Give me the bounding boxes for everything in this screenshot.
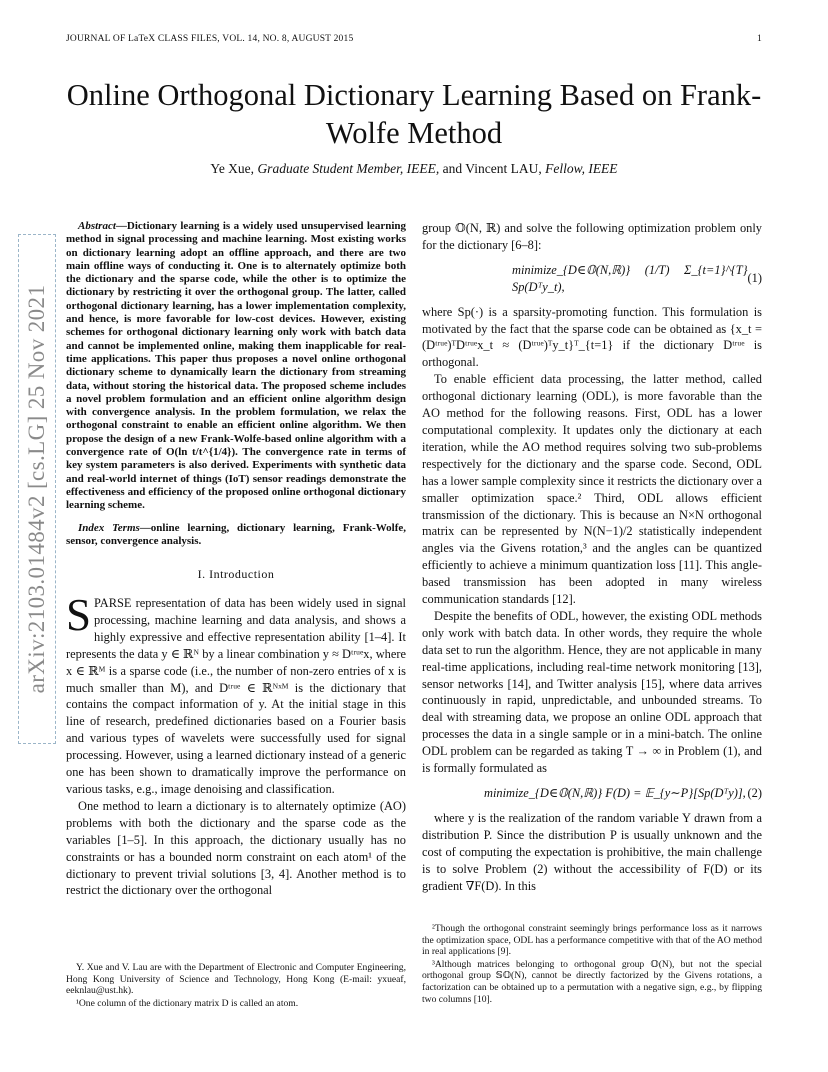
equation-2-body: minimize_{D∈𝕆(N,ℝ)} F(D) = 𝔼_{y∼P}[Sp(Dᵀy)], <box>484 786 746 800</box>
right-paragraph-0: group 𝕆(N, ℝ) and solve the following optimization problem only for the dictionary [6–8]: <box>422 221 762 252</box>
intro-paragraph-1-text: PARSE representation of data has been widely used in signal processing, machine learning and data analysis, and shows a highly expressive and effective representation ability [1–4]. It represents the data y ∈ ℝᴺ by a linear combination y ≈ Dᵗʳᵘᵉx, where x ∈ ℝᴹ is a sparse code (i.e., the number of non-zero entries of x is much smaller than M), and Dᵗʳᵘᵉ ∈ ℝᴺˣᴹ is the dictionary that contains the compact information of y. At the initial stage in this line of research, predefined dictionaries based on a Fourier basis and various types of wavelets were successfully used for signal processing. However, using a learned dictionary instead of a generic one has been shown to dramatically improve the performance on various tasks, e.g., image denoising and classification. <box>66 596 406 796</box>
section-heading-introduction: I. Introduction <box>197 567 275 582</box>
abstract-label: Abstract <box>78 220 116 232</box>
right-paragraph-3: Despite the benefits of ODL, however, the existing ODL methods only work with batch data. In other words, they require the whole data set to run the algorithm. Hence, they are not applicable in many real-time applications, including real-time network monitoring [13], sensor networks [14], and Twitter analysis [15], where data arrives continuously in rapid, unpredictable, and unbounded streams. To deal with streaming data, we propose an online ODL approach that processes the data in a single sample or in a mini-batch. The online ODL problem can be regarded as taking T → ∞ in Problem (1), and is formally formulated as <box>422 608 762 776</box>
arxiv-identifier[interactable]: arXiv:2103.01484v2 [cs.LG] 25 Nov 2021 <box>24 284 49 694</box>
footnote-2: ²Though the orthogonal constraint seemingly brings performance loss as it narrows the optimization space, ODL has a performance competitive with that of the AO method in real applications [9]. <box>422 923 762 958</box>
equation-1-number[interactable]: (1) <box>747 271 762 286</box>
abstract-text: —Dictionary learning is a widely used unsupervised learning method in signal processing and machine learning. Most existing works on dictionary learning adopt an offline approach, and there are two main offline ways of conducting it. One is to alternately optimize both the dictionary and the sparse code, while the other is to optimize the dictionary by restricting it over the orthogonal group. The latter, called orthogonal dictionary learning, has a lower implementation complexity, and hence, is more favorable for low-cost devices. However, existing schemes for orthogonal dictionary learning only work with batch data and cannot be implemented online, making them inapplicable for real-time applications. This paper thus proposes a novel online orthogonal dictionary scheme to dynamically learn the dictionary from streaming data, without storing the historical data. The proposed scheme includes a novel problem formulation and an efficient online algorithm design with convergence analysis. In the problem formulation, we relax the orthogonal constraint to enable an efficient online algorithm. We then propose the design of a new Frank-Wolfe-based online algorithm with a convergence rate of O(ln t/t^{1/4}). The convergence rate in terms of key system parameters is also derived. Experiments with synthetic data and real-world internet of things (IoT) sensor readings demonstrate the effectiveness and efficiency of the proposed online orthogonal dictionary learning scheme. <box>66 220 406 512</box>
right-footnotes <box>422 923 762 1006</box>
author-2: and Vincent LAU, <box>442 161 542 176</box>
equation-1 <box>422 262 762 296</box>
abstract <box>66 220 406 513</box>
author-1-role: Graduate Student Member, IEEE, <box>257 161 440 176</box>
affiliation-footnote: Y. Xue and V. Lau are with the Department of Electronic and Computer Engineering, Hong Kong University of Science and Technology, Hong Kong (E-mail: yxueaf, eeknlau@ust.hk). <box>66 962 406 997</box>
page-number: 1 <box>757 34 762 44</box>
footnote-3: ³Although matrices belonging to orthogonal group 𝕆(N), but not the special orthogonal group 𝕊𝕆(N), cannot be directly factorized by the Givens rotations, a factorization can be obtained up to a permutation with a negative sign, e.g., by flipping two columns [10]. <box>422 958 762 1005</box>
left-footnotes <box>66 962 406 1010</box>
equation-2 <box>422 785 762 802</box>
author-1: Ye Xue, <box>210 161 255 176</box>
author-line <box>40 161 788 177</box>
right-paragraph-4: where y is the realization of the random variable Y drawn from a distribution P. Since the distribution P is usually unknown and the cost of computing the expectation is prohibitive, the main challenge is to solve Problem (2) without the accessibility of F(D) or its gradient ∇F(D). In this <box>422 810 762 893</box>
equation-1-body: minimize_{D∈𝕆(N,ℝ)} (1/T) Σ_{t=1}^{T} Sp(Dᵀy_t), <box>512 262 748 294</box>
journal-header: JOURNAL OF LaTeX CLASS FILES, VOL. 14, NO. 8, AUGUST 2015 <box>66 34 354 44</box>
paper-title: Online Orthogonal Dictionary Learning Based on Frank-Wolfe Method <box>66 78 762 150</box>
index-terms-text: —online learning, dictionary learning, Frank-Wolfe, sensor, convergence analysis. <box>66 521 406 547</box>
drop-cap: S <box>66 590 92 641</box>
intro-paragraph-2: One method to learn a dictionary is to alternately optimize (AO) problems with both the dictionary and the sparse code as the variables [1–5]. In this approach, the dictionary usually has no constraints or has a bounded norm constraint on each atom¹ of the dictionary to prevent trivial solutions [3, 4]. Another method is to restrict the dictionary over the orthogonal <box>66 798 406 898</box>
index-terms <box>66 522 406 549</box>
intro-paragraph-1 <box>66 590 406 798</box>
equation-2-number[interactable]: (2) <box>747 786 762 800</box>
index-terms-label: Index Terms <box>78 521 140 534</box>
footnote-1: ¹One column of the dictionary matrix D is called an atom. <box>76 997 299 1009</box>
author-2-role: Fellow, IEEE <box>545 161 618 176</box>
right-paragraph-1: where Sp(·) is a sparsity-promoting function. This formulation is motivated by the fact that the sparse code can be obtained as {x_t = (Dᵗʳᵘᵉ)ᵀDᵗʳᵘᵉx_t ≈ (Dᵗʳᵘᵉ)ᵀy_t}ᵀ_{t=1} if the dictionary Dᵗʳᵘᵉ is orthogonal. <box>422 304 762 370</box>
right-paragraph-2: To enable efficient data processing, the latter method, called orthogonal dictionary learning (ODL), is more favorable than the AO method for the following reasons. First, ODL has a lower computational complexity. It updates only the dictionary at each iteration, while the AO method requires solving two sub-problems respectively for the dictionary and the sparse code. Second, ODL has a lower sample complexity since it restricts the dictionary over a smaller optimization space.² Third, ODL allows efficient transmission of the dictionary. This is because an N×N orthogonal matrix can be represented by N(N−1)/2 statistically independent angles via the Givens rotation,³ and the angles can be quantized efficiently to achieve a minimum quantization loss [11]. This angle-based transmission has been adopted in many wireless communication standards [12]. <box>422 372 762 607</box>
right-column <box>422 220 762 894</box>
left-column <box>66 220 406 899</box>
